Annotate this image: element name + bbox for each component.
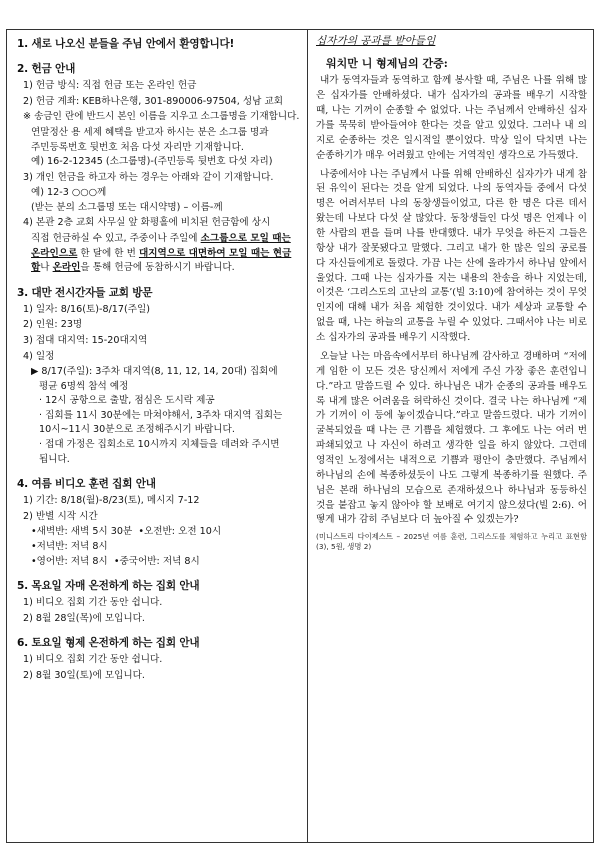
section-3-title: 3. 대만 전시간자들 교회 방문 [17, 286, 153, 299]
schedule-bullet-1b: 평균 6명씩 참석 예정 [39, 380, 129, 392]
box-emphasis: 함 [31, 262, 41, 274]
sisters-meeting-note-1: 1) 비디오 집회 기간 동안 쉽니다. [23, 597, 163, 609]
section-5-title: 5. 목요일 자매 온전하게 하는 집회 안내 [17, 580, 200, 593]
offering-box-line-2 [31, 232, 301, 247]
schedule-bullet-4a: · 접대 가정은 집회소로 10시까지 지체들을 데려와 주시면 [39, 439, 280, 450]
class-times-row-1 [31, 525, 301, 540]
schedule-bullet-3a: · 집회를 11시 30분에는 마쳐야해서, 3주차 대지역 집회는 [39, 409, 283, 421]
small-group-emphasis: 소그룹으로 모일 때는 [200, 232, 291, 244]
online-emphasis-2: 온라인 [52, 262, 81, 274]
section-1-title: 1. 새로 나오신 분들을 주님 안에서 환영합니다! [17, 38, 235, 50]
offering-note-1: ※ 송금인 란에 반드시 본인 이름을 지우고 소그룹명을 기재합니다. [23, 111, 300, 123]
schedule-bullet-1a: ▶ 8/17(주일): 3주차 대지역(8, 11, 12, 14, 20대) 집회에 [31, 366, 278, 378]
monthly-text: 한 달에 한 번 [77, 247, 139, 259]
schedule-bullet-4b: 됩니다. [39, 453, 70, 465]
or-text: 나 [40, 262, 53, 274]
offering-note-2: 연말정산 용 세제 혜택을 받고자 하시는 분은 소그룹 명과 [31, 126, 269, 138]
visit-schedule: 4) 일정 [23, 350, 55, 362]
section-2-title: 2. 헌금 안내 [17, 63, 76, 76]
brothers-meeting-note-1: 1) 비디오 집회 기간 동안 쉽니다. [23, 654, 163, 666]
visit-date: 1) 일자: 8/16(토)-8/17(주일) [23, 303, 151, 315]
offering-box-line-4 [31, 261, 301, 276]
offering-box-text: 직접 헌금하실 수 있고, 주중이나 주일에 [31, 232, 198, 244]
offering-box-line-1: 4) 본관 2층 교회 사무실 앞 화평홀에 비치된 헌금함에 상시 [23, 217, 271, 229]
offering-account: 2) 헌금 계좌: KEB하나은행, 301-890006-97504, 성남 교회 [23, 95, 283, 107]
district-emphasis: 대지역으로 대면하여 모일 때는 현금 [138, 247, 292, 259]
evening-class: •저녁반: 저녁 8시 [31, 540, 108, 552]
participate-text: 을 통해 헌금에 동참하시기 바랍니다. [80, 262, 235, 274]
english-class: •영어반: 저녁 8시 [31, 555, 108, 567]
testimony-title: 워치만 니 형제님의 간증: [326, 57, 448, 71]
online-emphasis: 온라인으로 [31, 247, 78, 259]
testimony-paragraph-3: 오늘날 나는 마음속에서부터 하나님께 감사하고 경배하며 “저에게 임한 이 모든 것은 당신께서 저에게 주신 가장 좋은 훈련입니다.”라고 말씀드릴 수 있다. 하나님은 내가 순종의 공과를 배우도록 내게 많은 어려움을 허락하신 것이다. 결국 나는 하나님께 “제가 기꺼이 이 등에 놓이겠습니다.”라고 말씀드렸다. 내가 기꺼이 굴복되었을 때 나는 큰 기쁨을 체험했다. 그 후에도 나는 여러 번 파쇄되었고 나 자신이 하려고 생각한 일을 하지 않았다. 그런데 영적인 노정에서는 내적으로 기쁨과 평안이 충만했다. 주님께서 하나님의 손에 복종하셨듯이 나도 그렇게 복종하기를 원했다. 주님은 본래 하나님의 모습으로 존재하셨으나 하나님과 동등하신 것을 붙잡고 놓지 않아야 할 보배로 여기지 않으셨다(빌 2:6). 어떻게 내가 감히 주님보다 더 높아질 수 있겠는가? [316, 350, 587, 526]
section-6-title: 6. 토요일 형제 온전하게 하는 집회 안내 [17, 637, 200, 650]
offering-note-3: 주민등록번호 뒷번호 처음 다섯 자리만 기재합니다. [31, 141, 244, 153]
visit-host-district: 3) 접대 대지역: 15-20대지역 [23, 334, 148, 346]
schedule-bullet-2: · 12시 공항으로 출발, 점심은 도시락 제공 [39, 395, 215, 407]
personal-offering-format: (받는 분의 소그룹명 또는 대시약명) – 이름-께 [31, 201, 223, 213]
testimony-heading: 십자가의 공과를 받아들임 [316, 35, 436, 47]
class-times-label: 2) 반별 시작 시간 [23, 510, 98, 522]
offering-method: 1) 헌금 방식: 직접 헌금 또는 온라인 헌금 [23, 80, 197, 92]
testimony-paragraph-1: 내가 동역자들과 동역하고 함께 봉사할 때, 주님은 나를 위해 많은 십자가를 안배하셨다. 내가 십자가의 공과를 배우기 시작할 때, 나는 기꺼이 순종할 수 없었다. 나는 주님께서 안배하신 십자가를 묵묵히 받아들여야 한다는 것을 알고 있었다. 그러나 내 의지로 순종하는 것은 일시적일 뿐이었다. 막상 일이 닥치면 나는 순종하기가 매우 어려웠고 안에는 거역적인 생각으로 가득했다. [316, 75, 587, 161]
section-4-title: 4. 여름 비디오 훈련 집회 안내 [17, 478, 156, 491]
personal-offering: 3) 개인 헌금을 하고자 하는 경우는 아래와 같이 기재합니다. [23, 171, 274, 183]
class-times-row-3 [31, 555, 301, 570]
offering-note-4: 예) 16-2-12345 (소그룹명)-(주민등록 뒷번호 다섯 자리) [31, 156, 273, 168]
dawn-class: •새벽반: 새벽 5시 30분 [31, 526, 133, 538]
bulletin-page [6, 29, 594, 843]
personal-offering-example: 예) 12-3 ○○○께 [31, 187, 107, 199]
offering-box-line-3 [31, 247, 301, 262]
testimony-citation: (미니스트리 다이제스트 – 2025년 여름 훈련, 그리스도를 체험하고 누리고 표현함(3), 5원, 생명 2) [316, 532, 587, 552]
schedule-bullet-3b: 10시~11시 30분으로 조정해주시기 바랍니다. [39, 424, 235, 436]
sisters-meeting-note-2: 2) 8월 28일(목)에 모입니다. [23, 612, 145, 624]
chinese-class: •중국어반: 저녁 8시 [113, 555, 200, 567]
visit-people: 2) 인원: 23명 [23, 319, 83, 331]
testimony-paragraph-2: 나중에서야 나는 주님께서 나를 위해 안배하신 십자가가 내게 참된 유익이 된다는 것을 알게 되었다. 나의 동역자들 중에서 다섯 명은 어려서부터 나의 동창생들이었고, 다른 한 명은 다른 데서 왔는데 나보다 다섯 살 많았다. 동창생들인 다섯 명은 언제나 이 한 사람의 편을 들며 나를 반대했다. 내가 무엇을 하든지 그들은 항상 내가 잘못됐다고 말했다. 그리고 내가 한 많은 일의 공로를 다 자신들에게로 돌렸다. 가끔 나는 산에 올라가서 하나님 앞에서 울었다. 그때 나는 십자가를 지는 내용의 찬송을 하나 지었는데, 이것은 ‘그리스도의 고난의 교통’(빌 3:10)에 참여하는 것이 무엇인지에 대해 내가 처음 체험한 것이었다. 내가 세상과 교통할 수 없을 때, 나는 하늘의 교통을 누릴 수 있었다. 그때서야 나는 비로소 십자가의 공과를 배우기 시작했다. [316, 168, 587, 344]
testimony-column [308, 30, 593, 842]
brothers-meeting-note-2: 2) 8월 30일(토)에 모입니다. [23, 670, 145, 682]
morning-class: •오전반: 오전 10시 [138, 526, 222, 538]
training-period: 1) 기간: 8/18(월)-8/23(토), 메시지 7-12 [23, 495, 200, 507]
announcements-column [7, 30, 308, 842]
